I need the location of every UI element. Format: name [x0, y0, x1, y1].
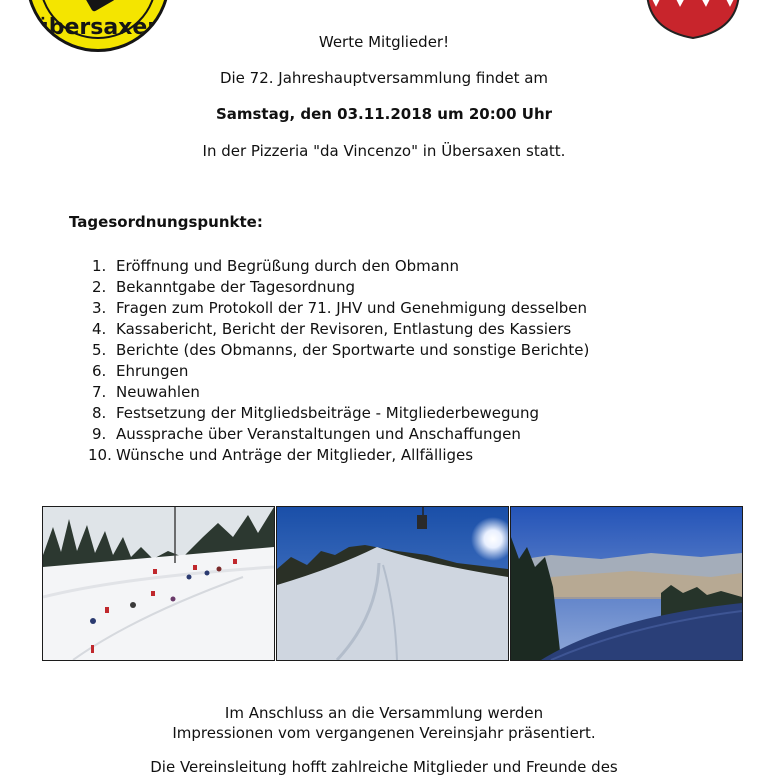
club-logo-text: übersaxen: [33, 15, 163, 40]
agenda-item-number: 1.: [92, 257, 107, 275]
footer-line-3: Die Vereinsleitung hofft zahlreiche Mitglieder und Freunde des: [150, 758, 618, 776]
meeting-venue: In der Pizzeria "da Vincenzo" in Übersaxen statt.: [202, 142, 566, 160]
agenda-item: [88, 403, 589, 424]
agenda-item: [88, 298, 589, 319]
agenda-item-number: 4.: [92, 320, 107, 338]
agenda-item-text: Aussprache über Veranstaltungen und Anschaffungen: [116, 425, 521, 443]
agenda-item-text: Ehrungen: [116, 362, 189, 380]
agenda-item-number: 5.: [92, 341, 107, 359]
agenda-item: [88, 361, 589, 382]
agenda-item-text: Fragen zum Protokoll der 71. JHV und Genehmigung desselben: [116, 299, 588, 317]
agenda-item-text: Berichte (des Obmanns, der Sportwarte und sonstige Berichte): [116, 341, 590, 359]
agenda-item: [88, 445, 589, 466]
agenda-item-number: 2.: [92, 278, 107, 296]
agenda-item: [88, 277, 589, 298]
agenda-item: [88, 340, 589, 361]
agenda-item-text: Bekanntgabe der Tagesordnung: [116, 278, 356, 296]
announcement: Die 72. Jahreshauptversammlung findet am: [219, 69, 549, 87]
agenda-item: [88, 256, 589, 277]
greeting: Werte Mitglieder!: [318, 33, 450, 51]
photo-strip: [42, 506, 743, 661]
photo-ski-slope-sun: [276, 506, 509, 661]
agenda-item-text: Kassabericht, Bericht der Revisoren, Entlastung des Kassiers: [116, 320, 572, 338]
agenda-item-number: 9.: [92, 425, 107, 443]
agenda-item-number: 8.: [92, 404, 107, 422]
photo-valley-view: [510, 506, 743, 661]
agenda-item-number: 7.: [92, 383, 107, 401]
footer-line-2: Impressionen vom vergangenen Vereinsjahr präsentiert.: [172, 724, 596, 742]
meeting-datetime: Samstag, den 03.11.2018 um 20:00 Uhr: [215, 105, 553, 123]
agenda-item-number: 10.: [88, 446, 112, 464]
agenda-item-text: Eröffnung und Begrüßung durch den Obmann: [116, 257, 459, 275]
agenda-item: [88, 424, 589, 445]
agenda-title: Tagesordnungspunkte:: [69, 213, 263, 231]
agenda-item-number: 6.: [92, 362, 107, 380]
agenda-item-text: Wünsche und Anträge der Mitglieder, Allfälliges: [116, 446, 474, 464]
agenda-list: [88, 256, 589, 466]
agenda-item-text: Neuwahlen: [116, 383, 200, 401]
footer-line-1: Im Anschluss an die Versammlung werden: [224, 704, 544, 722]
agenda-item: [88, 319, 589, 340]
photo-ski-race: [42, 506, 275, 661]
agenda-item-text: Festsetzung der Mitgliedsbeiträge - Mitgliederbewegung: [116, 404, 540, 422]
agenda-item-number: 3.: [92, 299, 107, 317]
agenda-item: [88, 382, 589, 403]
